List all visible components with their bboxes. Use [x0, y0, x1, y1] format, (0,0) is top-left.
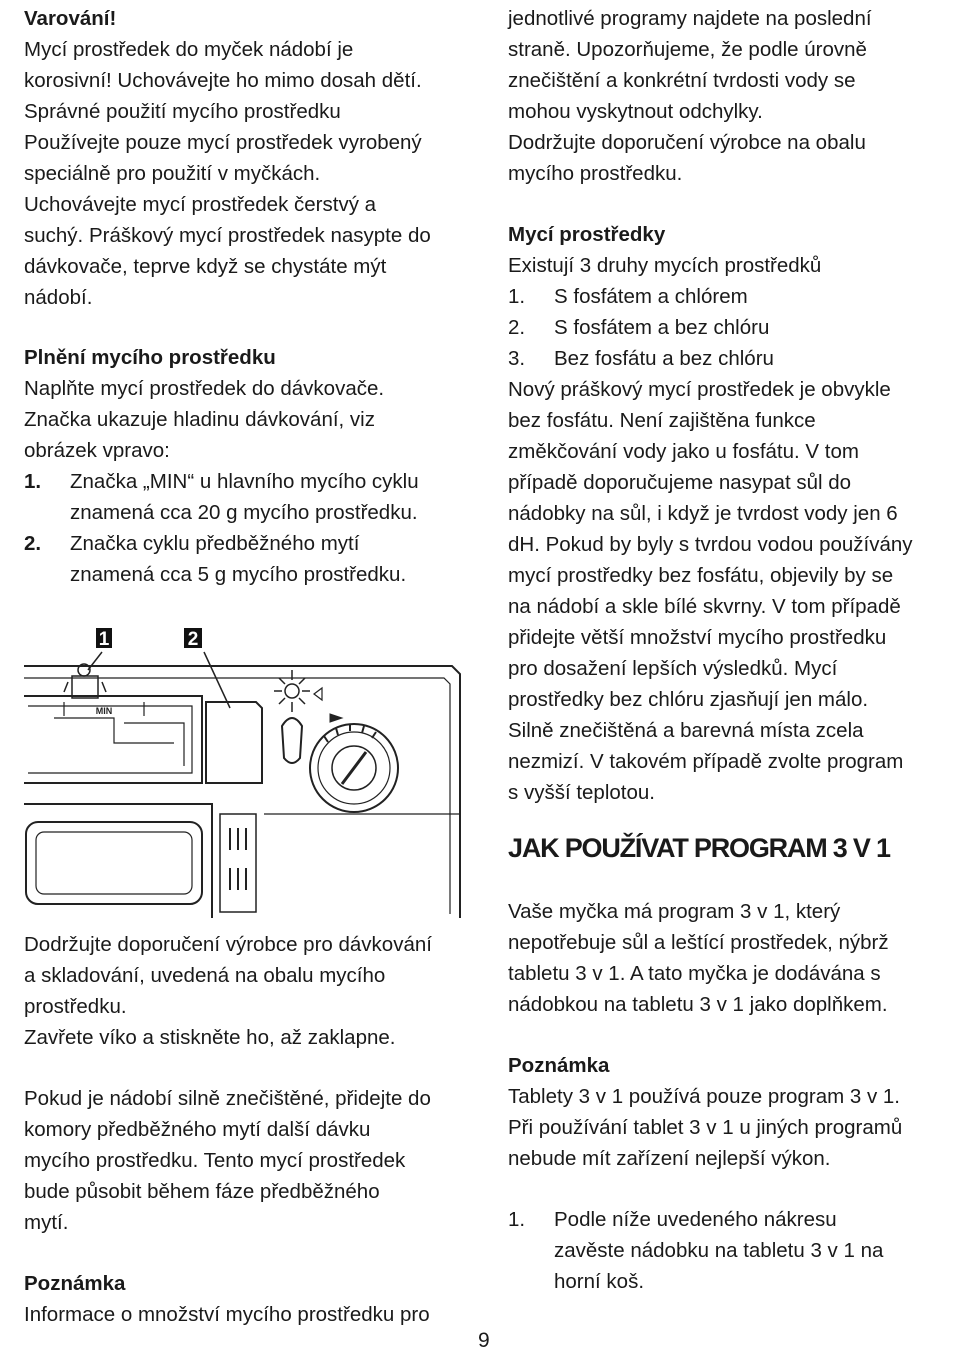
detergents-line: mycí prostředky bez fosfátu, objevily by se — [508, 564, 894, 587]
detergents-line: dH. Pokud by byly s tvrdou vodou používány — [508, 533, 913, 556]
detergent-type — [508, 312, 953, 343]
detergents-line: případě doporučujeme nasypat sůl do — [508, 471, 852, 494]
right-note-title: Poznámka — [508, 1054, 610, 1077]
intro-3in1-line: nádobkou na tabletu 3 v 1 jako doplňkem. — [508, 993, 888, 1016]
callout-line-1 — [88, 652, 102, 670]
detergents-line: s vyšší teplotou. — [508, 781, 655, 804]
warning-line: Mycí prostředek do myček nádobí je — [24, 38, 354, 61]
step-line: zavěste nádobku na tabletu 3 v 1 na — [554, 1239, 884, 1262]
heavy-soil-line: komory předběžného mytí další dávku — [24, 1118, 371, 1141]
usage-line: speciálně pro použití v myčkách. — [24, 162, 321, 185]
detergent-type-number: 2. — [508, 316, 526, 339]
warning-line: korosivní! Uchovávejte ho mimo dosah dětí. — [24, 69, 422, 92]
detergent-type-text: S fosfátem a chlórem — [554, 285, 748, 308]
detergent-dispenser-diagram — [24, 618, 484, 923]
right-note-line: Tablety 3 v 1 používá pouze program 3 v 1. — [508, 1085, 901, 1108]
left-note-line: Informace o množství mycího prostředku pro — [24, 1303, 430, 1326]
right-note-line: nebude mít zařízení nejlepší výkon. — [508, 1147, 831, 1170]
intro-3in1-line: Vaše myčka má program 3 v 1, který — [508, 900, 841, 923]
arrow-icon — [330, 714, 342, 722]
detergents-line: na nádobí a skle bílé skvrny. V tom případě — [508, 595, 901, 618]
after-fill-section — [24, 929, 474, 1053]
detergents-intro: Existují 3 druhy mycích prostředků — [508, 254, 822, 277]
after-fill-line: Dodržujte doporučení výrobce pro dávkování — [24, 933, 432, 956]
intro-3in1-line: tabletu 3 v 1. A tato myčka je dodávána s — [508, 962, 881, 985]
vent-slots — [230, 828, 246, 890]
heavy-soil-line: mycího prostředku. Tento mycí prostředek — [24, 1149, 406, 1172]
after-fill-line: a skladování, uvedená na obalu mycího — [24, 964, 386, 987]
panel-outline — [24, 666, 460, 918]
warning-section — [24, 3, 474, 313]
after-fill-line: Zavřete víko a stiskněte ho, až zaklapne. — [24, 1026, 396, 1049]
heavy-soil-section — [24, 1083, 474, 1238]
filling-item-line: znamená cca 20 g mycího prostředku. — [70, 501, 418, 524]
detergent-type — [508, 281, 953, 312]
heavy-soil-line: Pokud je nádobí silně znečištěné, přidejte do — [24, 1087, 431, 1110]
filling-item-line: Značka cyklu předběžného mytí — [70, 532, 360, 555]
right-intro-line: mohou vyskytnout odchylky. — [508, 100, 763, 123]
indicator-light-icon — [274, 670, 310, 712]
detergents-line: pro dosažení lepších výsledků. Mycí — [508, 657, 838, 680]
callout-2-label: 2 — [187, 629, 199, 650]
door-window — [26, 822, 202, 904]
left-note-section — [24, 1268, 474, 1330]
detergents-line: přidejte větší množství mycího prostředku — [508, 626, 887, 649]
right-note-section — [508, 1050, 953, 1174]
callout-1-label: 1 — [98, 629, 110, 650]
step-number: 1. — [508, 1208, 526, 1231]
min-label: MIN — [95, 706, 113, 716]
callout-line-2 — [204, 652, 230, 708]
detergents-line: Silně znečištěná a barevná místa zcela — [508, 719, 864, 742]
detergent-type-text: Bez fosfátu a bez chlóru — [554, 347, 774, 370]
step-line: Podle níže uvedeného nákresu — [554, 1208, 837, 1231]
main-compartment — [24, 696, 202, 783]
right-note-line: Při používání tablet 3 v 1 u jiných programů — [508, 1116, 903, 1139]
step-item — [508, 1204, 953, 1297]
detergents-line: bez fosfátu. Není zajištěna funkce — [508, 409, 816, 432]
prewash-compartment — [206, 702, 262, 783]
right-intro-line: mycího prostředku. — [508, 162, 683, 185]
detergent-type — [508, 343, 953, 374]
right-intro-section — [508, 3, 953, 189]
after-fill-line: prostředku. — [24, 995, 127, 1018]
filling-item-line: Značka „MIN“ u hlavního mycího cyklu — [70, 470, 419, 493]
filling-item-line: znamená cca 5 g mycího prostředku. — [70, 563, 407, 586]
filling-item-number: 2. — [24, 532, 42, 555]
filling-item — [24, 528, 474, 590]
detergents-title: Mycí prostředky — [508, 223, 666, 246]
heavy-soil-line: bude působit během fáze předběžného — [24, 1180, 380, 1203]
left-note-title: Poznámka — [24, 1272, 126, 1295]
usage-line: Používejte pouze mycí prostředek vyrobený — [24, 131, 422, 154]
detergent-type-number: 1. — [508, 285, 526, 308]
rinse-aid-indicator — [282, 718, 302, 763]
detergent-type-number: 3. — [508, 347, 526, 370]
step-line: horní koš. — [554, 1270, 645, 1293]
detergents-line: Nový práškový mycí prostředek je obvykle — [508, 378, 891, 401]
detergents-line: prostředky bez chlóru zjasňují jen málo. — [508, 688, 869, 711]
detergents-section — [508, 219, 953, 808]
detergent-type-text: S fosfátem a bez chlóru — [554, 316, 770, 339]
filling-section — [24, 342, 474, 590]
usage-line: suchý. Práškový mycí prostředek nasypte do — [24, 224, 431, 247]
usage-line: nádobí. — [24, 286, 93, 309]
heading-3in1: JAK POUŽÍVAT PROGRAM 3 V 1 — [508, 833, 890, 863]
filling-line: Značka ukazuje hladinu dávkování, viz — [24, 408, 375, 431]
dial-pointer — [342, 752, 366, 784]
warning-title: Varování! — [24, 7, 117, 30]
intro-3in1-line: nepotřebuje sůl a leštící prostředek, nýbrž — [508, 931, 889, 954]
filling-title: Plnění mycího prostředku — [24, 346, 276, 369]
detergents-line: změkčování vody jako u fosfátu. V tom — [508, 440, 859, 463]
detergents-line: nádobky na sůl, i když je tvrdost vody jen 6 — [508, 502, 898, 525]
usage-line: Správné použití mycího prostředku — [24, 100, 341, 123]
filling-item — [24, 466, 474, 528]
usage-line: dávkovače, teprve když se chystáte mýt — [24, 255, 387, 278]
filling-line: obrázek vpravo: — [24, 439, 170, 462]
heavy-soil-line: mytí. — [24, 1211, 69, 1234]
right-intro-line: znečištění a konkrétní tvrdosti vody se — [508, 69, 856, 92]
right-intro-line: straně. Upozorňujeme, že podle úrovně — [508, 38, 867, 61]
detergents-line: nezmizí. V takovém případě zvolte program — [508, 750, 904, 773]
right-intro-line: Dodržujte doporučení výrobce na obalu — [508, 131, 866, 154]
right-intro-line: jednotlivé programy najdete na poslední — [508, 7, 872, 30]
usage-line: Uchovávejte mycí prostředek čerstvý a — [24, 193, 377, 216]
step-section — [508, 1204, 953, 1297]
page-number: 9 — [478, 1329, 490, 1352]
filling-item-number: 1. — [24, 470, 42, 493]
intro-3in1-section — [508, 896, 953, 1020]
filling-line: Naplňte mycí prostředek do dávkovače. — [24, 377, 385, 400]
